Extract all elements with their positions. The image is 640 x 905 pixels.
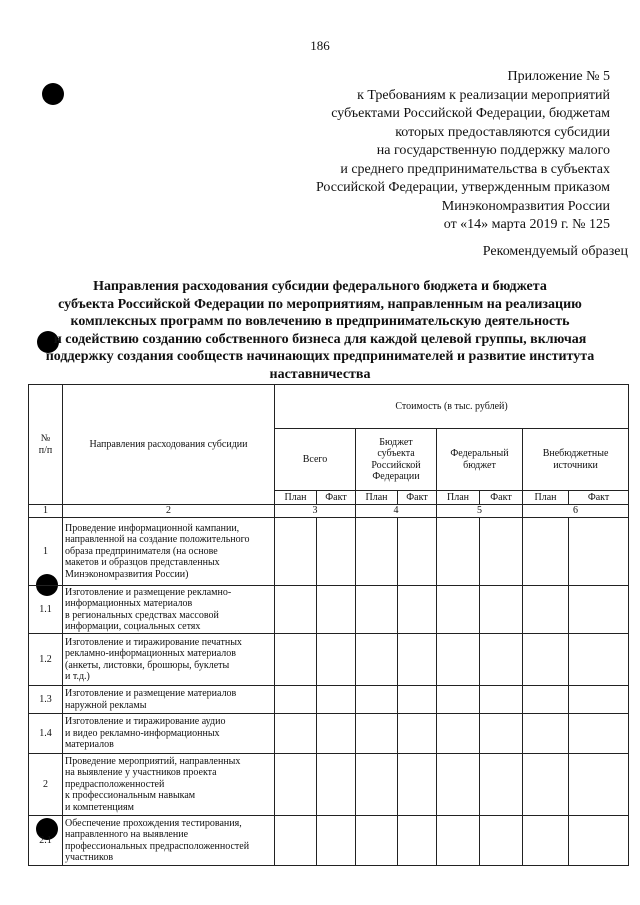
header-direction: Направления расходования субсидии <box>63 385 275 505</box>
row-num: 2.1 <box>29 816 63 866</box>
row-num: 1 <box>29 518 63 586</box>
title-line: комплексных программ по вовлечению в предпринимательскую деятельность <box>70 314 570 329</box>
column-index: 4 <box>356 505 437 518</box>
appendix-line: Российской Федерации, утвержденным приказом <box>315 180 610 195</box>
header-fact: Факт <box>317 491 356 505</box>
appendix-line: субъектами Российской Федерации, бюджетам <box>331 106 610 121</box>
header-offbudget: Внебюджетные источники <box>523 429 629 491</box>
appendix-line: и среднего предпринимательства в субъектах <box>340 161 610 177</box>
appendix-line: которых предоставляются субсидии <box>395 124 610 140</box>
header-fact: Факт <box>569 491 629 505</box>
table-row <box>29 634 629 686</box>
header-fact: Факт <box>398 491 437 505</box>
table-row <box>29 714 629 754</box>
table-row <box>29 686 629 714</box>
appendix-block <box>270 68 610 235</box>
expenses-table <box>28 384 629 866</box>
appendix-line: Приложение № 5 <box>507 69 610 84</box>
row-text: Изготовление и тиражирование аудио и видео рекламно-информационных материалов <box>63 714 275 754</box>
table-row <box>29 586 629 634</box>
row-text: Изготовление и размещение материалов наружной рекламы <box>63 686 275 714</box>
punch-hole-top <box>42 83 64 105</box>
title-line: поддержку создания сообществ начинающих предпринимателей и развитие института <box>45 349 595 364</box>
header-regional-budget: Бюджет субъекта Российской Федерации <box>356 429 437 491</box>
column-index: 5 <box>437 505 523 518</box>
table-row <box>29 518 629 586</box>
header-plan: План <box>523 491 569 505</box>
row-text: Проведение мероприятий, направленных на выявление у участников проекта предрасположенностей к профессиональным навыкам и компетенциям <box>63 754 275 816</box>
header-fact: Факт <box>480 491 523 505</box>
row-num: 1.1 <box>29 586 63 634</box>
title-line: Направления расходования субсидии федерального бюджета и бюджета <box>93 279 547 294</box>
title-line: субъекта Российской Федерации по мероприятиям, направленным на реализацию <box>58 296 582 312</box>
page-number: 186 <box>310 38 330 53</box>
header-plan: План <box>275 491 317 505</box>
header-plan: План <box>356 491 398 505</box>
appendix-line: на государственную поддержку малого <box>376 143 610 158</box>
row-num: 1.2 <box>29 634 63 686</box>
header-federal-budget: Федеральный бюджет <box>437 429 523 491</box>
title-line: и содействию созданию собственного бизнеса для каждой целевой группы, включая <box>53 331 587 347</box>
row-num: 1.4 <box>29 714 63 754</box>
header-total: Всего <box>275 429 356 491</box>
sample-label: Рекомендуемый образец <box>482 244 628 259</box>
column-index: 2 <box>63 505 275 518</box>
row-text: Изготовление и тиражирование печатных рекламно-информационных материалов (анкеты, листовки, брошюры, буклеты и т.д.) <box>63 634 275 686</box>
row-num: 2 <box>29 754 63 816</box>
column-index: 3 <box>275 505 356 518</box>
column-index: 6 <box>523 505 629 518</box>
appendix-line: от «14» марта 2019 г. № 125 <box>443 217 610 232</box>
row-num: 1.3 <box>29 686 63 714</box>
table-row <box>29 754 629 816</box>
header-cost: Стоимость (в тыс. рублей) <box>275 385 629 429</box>
row-text: Изготовление и размещение рекламно- информационных материалов в региональных средствах массовой информации, социальных сетях <box>63 586 275 634</box>
appendix-line: Минэкономразвития России <box>441 198 610 214</box>
header-num: № п/п <box>29 385 63 505</box>
row-text: Обеспечение прохождения тестирования, направленного на выявление профессиональных предрасположенностей участников <box>63 816 275 866</box>
header-plan: План <box>437 491 480 505</box>
row-text: Проведение информационной кампании, направленной на создание положительного образа предпринимателя (на основе макетов и образцов представленных Минэкономразвития России) <box>63 518 275 586</box>
title-line: наставничества <box>269 366 371 382</box>
column-index: 1 <box>29 505 63 518</box>
table-row <box>29 816 629 866</box>
document-title <box>20 278 620 383</box>
appendix-line: к Требованиям к реализации мероприятий <box>357 87 610 103</box>
